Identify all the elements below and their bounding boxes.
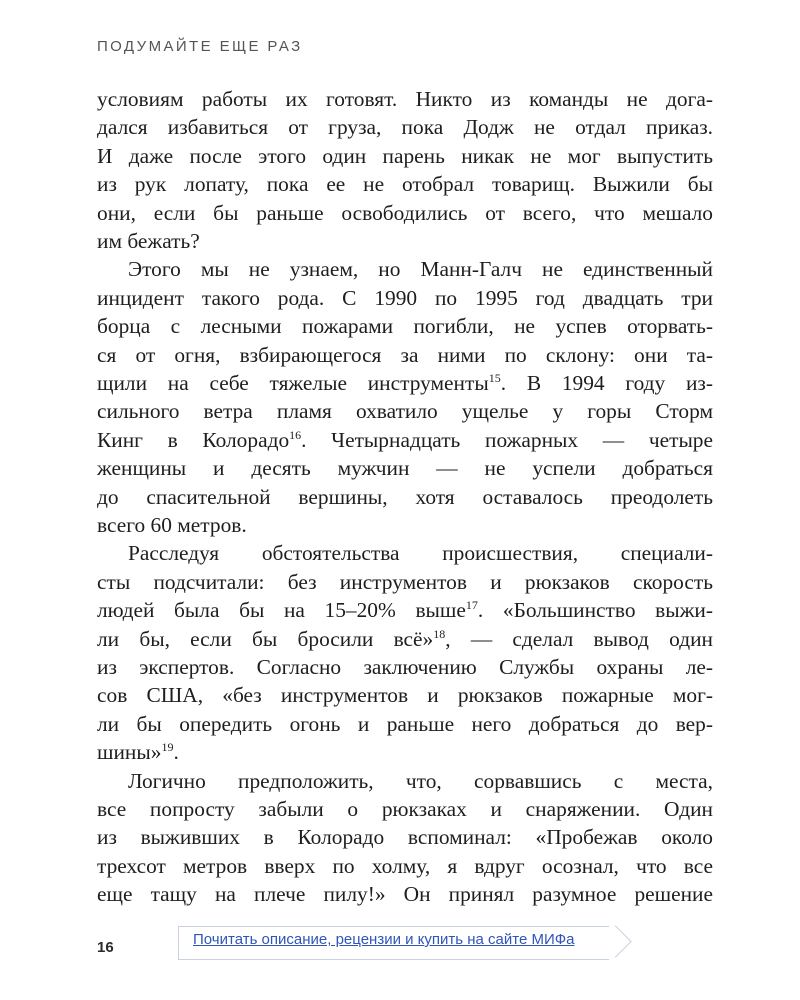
text-line-content: Логично предположить, что, сорвавшись с места, — [128, 768, 713, 793]
text-line — [97, 368, 713, 398]
text-line-content: они, если бы раньше освободились от всего, что мешало — [97, 200, 713, 225]
text-line — [97, 737, 713, 767]
text-line-content: И даже после этого один парень никак не мог выпустить — [97, 143, 713, 168]
text-line-content: борца с лесными пожарами погибли, не успев оторвать- — [97, 314, 713, 339]
text-line — [97, 595, 713, 625]
text-line-content: Этого мы не узнаем, но Манн-Галч не единственный — [128, 257, 713, 282]
promo-link[interactable]: Почитать описание, рецензии и купить на сайте МИФа — [193, 931, 575, 948]
text-line — [97, 254, 713, 284]
text-line-content: Расследуя обстоятельства происшествия, специали- — [128, 541, 713, 566]
running-head: ПОДУМАЙТЕ ЕЩЕ РАЗ — [97, 38, 303, 55]
footnote-marker: 16 — [289, 427, 302, 442]
text-line-content: из экспертов. Согласно заключению Службы охраны ле- — [97, 655, 713, 679]
text-line — [97, 425, 713, 455]
text-line-content: из выживших в Колорадо вспоминал: «Пробежав около — [97, 825, 713, 850]
text-line — [97, 510, 713, 540]
text-line — [97, 112, 713, 142]
text-line-content: . — [173, 740, 179, 765]
text-line-content: . «Большинство выжи- — [477, 598, 713, 623]
text-line-content: , — сделал вывод один — [445, 626, 714, 651]
text-line-content: людей была бы на 15–20% выше — [97, 598, 466, 623]
text-line — [97, 141, 713, 171]
text-line — [97, 567, 713, 597]
text-line — [97, 283, 713, 313]
text-line — [97, 624, 713, 654]
text-line-content: сты подсчитали: без инструментов и рюкзаков скорость — [97, 569, 713, 594]
footnote-marker: 15 — [488, 370, 501, 385]
text-line-content: . В 1994 году из- — [500, 371, 713, 395]
text-line-content: трехсот метров вверх по холму, я вдруг осознал, что все — [97, 853, 713, 878]
text-line-content: все попросту забыли о рюкзаках и снаряжении. Один — [97, 797, 713, 821]
text-line — [97, 680, 713, 710]
text-line — [97, 84, 713, 114]
text-line — [97, 538, 713, 568]
text-line — [97, 311, 713, 341]
text-line — [97, 482, 713, 512]
text-line-content: сов США, «без инструментов и рюкзаков пожарные мог- — [97, 683, 713, 708]
text-line-content: Кинг в Колорадо — [97, 427, 290, 452]
text-line-content: щили на себе тяжелые инструменты — [97, 371, 489, 395]
text-line-content: . Четырнадцать пожарных — четыре — [301, 427, 713, 452]
footnote-marker: 18 — [433, 626, 446, 641]
footnote-marker: 17 — [465, 598, 478, 613]
text-line — [97, 822, 713, 852]
text-line — [97, 652, 713, 682]
text-line-content: всего 60 метров. — [97, 513, 247, 537]
text-line-content: ли бы опередить огонь и раньше него добраться до вер- — [97, 711, 713, 736]
footnote-marker: 19 — [161, 740, 174, 755]
text-line-content: женщины и десять мужчин — не успели добраться — [97, 456, 713, 481]
text-line-content: еще тащу на плече пилу!» Он принял разумное решение — [97, 882, 713, 907]
text-line-content: шины» — [97, 740, 162, 765]
text-line-overflow — [97, 879, 713, 909]
page-number: 16 — [97, 939, 114, 956]
text-line — [97, 169, 713, 199]
text-line — [97, 766, 713, 796]
text-line — [97, 340, 713, 370]
text-line-content: сильного ветра пламя охватило ущелье у горы Сторм — [97, 399, 713, 424]
text-line — [97, 851, 713, 881]
text-line — [97, 396, 713, 426]
text-line-content: условиям работы их готовят. Никто из команды не дога- — [97, 87, 713, 111]
text-line — [97, 709, 713, 739]
text-line — [97, 453, 713, 483]
text-line-content: ся от огня, взбирающегося за ними по склону: они та- — [97, 342, 713, 367]
text-line — [97, 198, 713, 228]
text-line-content: им бежать? — [97, 229, 200, 253]
text-line-content: из рук лопату, пока ее не отобрал товарищ. Выжили бы — [97, 172, 713, 197]
text-line-content: дался избавиться от груза, пока Додж не отдал приказ. — [97, 115, 713, 140]
text-line — [97, 226, 713, 256]
text-line-content: ли бы, если бы бросили всё» — [97, 626, 434, 651]
text-line-content: до спасительной вершины, хотя оставалось преодолеть — [97, 484, 713, 509]
text-line-content: инцидент такого рода. С 1990 по 1995 год двадцать три — [97, 285, 713, 310]
text-line — [97, 794, 713, 824]
